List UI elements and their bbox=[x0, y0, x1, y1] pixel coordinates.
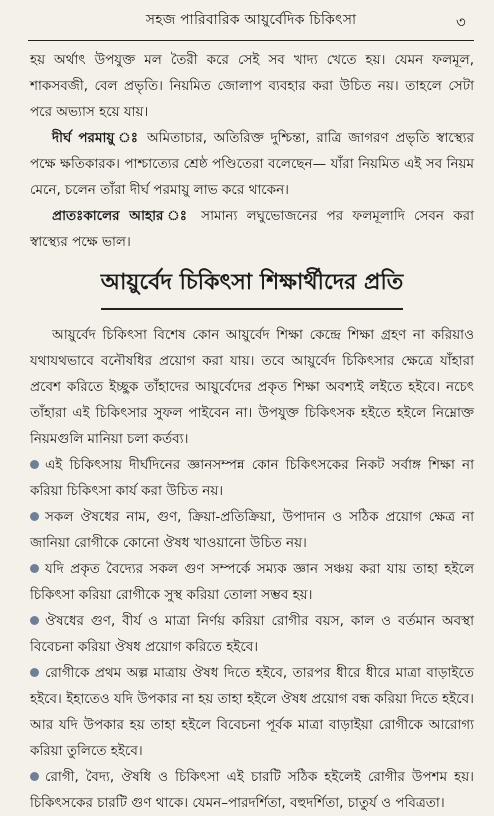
list-item bbox=[30, 504, 474, 556]
page-body bbox=[30, 47, 474, 816]
list-item bbox=[30, 660, 474, 764]
breakfast-paragraph bbox=[30, 203, 474, 255]
bullet-dot-icon bbox=[30, 668, 39, 677]
bullet-dot-icon bbox=[30, 772, 39, 781]
list-item-text: রোগীকে প্রথম অল্প মাত্রায় ঔষধ দিতে হইবে, তারপর ধীরে ধীরে মাত্রা বাড়াইতে হইবে। ইহাতেও যদি উপকার না হয় তাহা হইলে ঔষধ প্রয়োগ বন্ধ করিয়া দিতে হইবে। আর যদি উপকার হয় তাহা হইলে বিবেচনা পূর্বক মাত্রা বাড়াইয়া রোগীকে আরোগ্য করিয়া তুলিতে হইবে। bbox=[30, 665, 474, 759]
breakfast-term: প্রাতঃকালের আহার ঃ bbox=[52, 208, 192, 224]
list-item-text: যদি প্রকৃত বৈদ্যের সকল গুণ সম্পর্কে সম্যক জ্ঞান সঞ্চয় করা যায় তাহা হইলে চিকিৎসা করিয়া রোগীকে সুস্থ করিয়া তোলা সম্ভব হয়। bbox=[30, 561, 474, 603]
list-item bbox=[30, 452, 474, 504]
header-rule bbox=[28, 40, 474, 41]
running-title: সহজ পারিবারিক আয়ুর্বেদিক চিকিৎসা bbox=[145, 12, 357, 28]
list-item bbox=[30, 764, 474, 816]
list-item bbox=[30, 556, 474, 608]
list-item-text: রোগী, বৈদ্য, ঔষধি ও চিকিৎসা এই চারটি সঠিক হইলেই রোগীর উপশম হয়। চিকিৎসকের চারটি গুণ থাকে। যেমন–পারদর্শিতা, বহুদর্শিতা, চাতুর্য ও পবিত্রতা। bbox=[30, 769, 474, 811]
list-item-text: ঔষধের গুণ, বীর্য ও মাত্রা নির্ণয় করিয়া রোগীর বয়স, কাল ও বর্তমান অবস্থা বিবেচনা করিয়া ঔষধ প্রয়োগ করিতে হইবে। bbox=[30, 613, 474, 655]
continuation-paragraph: হয় অর্থাৎ উপযুক্ত মল তৈরী করে সেই সব খাদ্য খেতে হয়। যেমন ফলমূল, শাকসবজী, বেল প্রভৃতি। নিয়মিত জোলাপ ব্যবহার করা উচিত নয়। তাহলে সেটা পরে অভ্যাস হয়ে যায়। bbox=[30, 52, 474, 120]
longevity-paragraph bbox=[30, 125, 474, 203]
list-item bbox=[30, 608, 474, 660]
bullet-dot-icon bbox=[30, 616, 39, 625]
list-item-text: এই চিকিৎসায় দীর্ঘদিনের জ্ঞানসম্পন্ন কোন চিকিৎসকের নিকট সর্বাঙ্গ শিক্ষা না করিয়া চিকিৎসা কার্য করা উচিত নয়। bbox=[30, 457, 474, 499]
bullet-dot-icon bbox=[30, 564, 39, 573]
longevity-text: অমিতাচার, অতিরিক্ত দুশ্চিন্তা, রাত্রি জাগরণ প্রভৃতি স্বাস্থ্যের পক্ষে ক্ষতিকারক। পাশ্চাত্যের শ্রেষ্ঠ পণ্ডিতেরা বলেছেন— যাঁরা নিয়মিত এই সব নিয়ম মেনে, চলেন তাঁরা দীর্ঘ পরমায়ু লাভ করে থাকেন। bbox=[30, 130, 475, 198]
section-paragraph: আয়ুর্বেদ চিকিৎসা বিশেষ কোন আয়ুর্বেদ শিক্ষা কেন্দ্রে শিক্ষা গ্রহণ না করিয়াও যথাযথভাবে বনৌষধির প্রয়োগ করা যায়। তবে আয়ুর্বেদ চিকিৎসার ক্ষেত্রে যাঁহারা প্রবেশ করিতে ইচ্ছুক তাঁহাদের আয়ুর্বেদের প্রকৃত শিক্ষা অবশ্যই লইতে হইবে। নচেৎ তাঁহারা এই চিকিৎসার সুফল পাইবেন না। উপযুক্ত চিকিৎসক হইতে হইলে নিম্নোক্ত নিয়মগুলি মানিয়া চলা কর্তব্য। bbox=[30, 327, 474, 447]
page-number: ৩ bbox=[456, 13, 466, 31]
breakfast-text: সামান্য লঘুভোজনের পর ফলমূলাদি সেবন করা স্বাস্থ্যের পক্ষে ভাল। bbox=[30, 208, 474, 250]
longevity-term: দীর্ঘ পরমায়ু ঃ bbox=[52, 130, 141, 146]
running-header bbox=[28, 0, 474, 40]
bullet-dot-icon bbox=[30, 460, 39, 469]
section-heading: আয়ুর্বেদ চিকিৎসা শিক্ষার্থীদের প্রতি bbox=[101, 265, 404, 310]
list-item-text: সকল ঔষধের নাম, গুণ, ক্রিয়া-প্রতিক্রিয়া, উপাদান ও সঠিক প্রয়োগ ক্ষেত্র না জানিয়া রোগীকে কোনো ঔষধ খাওয়ানো উচিত নয়। bbox=[30, 509, 474, 551]
bullet-dot-icon bbox=[30, 512, 39, 521]
